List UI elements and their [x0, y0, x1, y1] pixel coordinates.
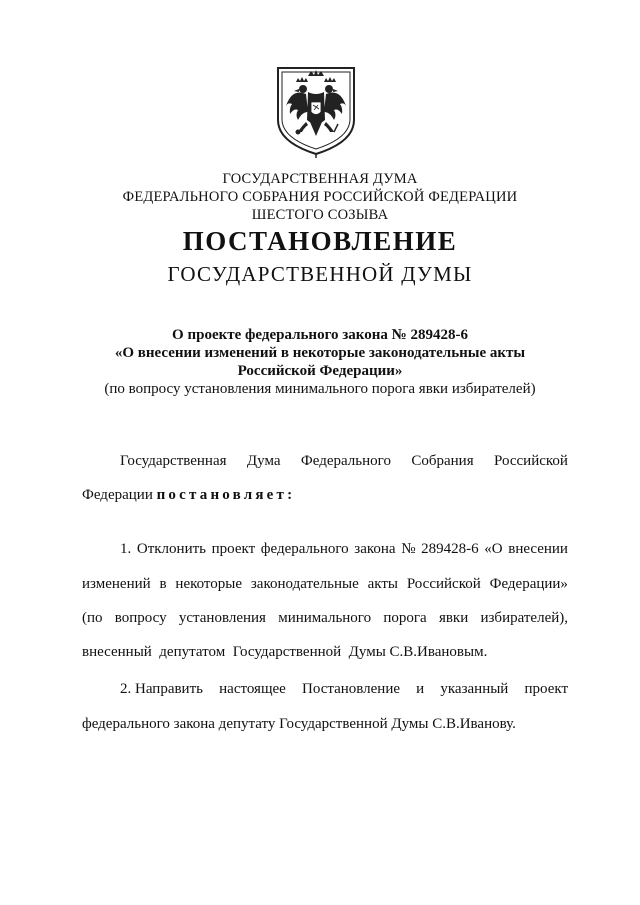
item1-word: минимального [278, 610, 372, 626]
item1-word: в [159, 576, 167, 592]
item1-word: некоторые [175, 576, 243, 592]
item1-word: федерального [260, 541, 349, 557]
item1-word: Федерации» [489, 576, 568, 592]
item1-word: 1. [120, 541, 132, 557]
preamble-word: Государственная [120, 453, 227, 469]
item1-line-3 [82, 609, 568, 627]
item2-word: и [416, 681, 425, 697]
item1-word: «О [484, 541, 503, 557]
subject-line-4: (по вопросу установления минимального порога явки избирателей) [104, 381, 536, 397]
item1-word: Отклонить [136, 541, 206, 557]
item1-line-1 [82, 540, 568, 558]
item2-word: Постановление [301, 681, 401, 697]
item1-word: проект [211, 541, 256, 557]
preamble-word: Собрания [411, 453, 474, 469]
item1-word: изменений [82, 576, 151, 592]
preamble-line-2-start: Федерации [82, 487, 153, 503]
item1-line-4 [82, 643, 568, 661]
header-line-3: ШЕСТОГО СОЗЫВА [251, 207, 389, 223]
item2-line-2 [82, 715, 568, 733]
item2-word: 2. Направить [120, 681, 203, 697]
preamble-word: Дума [246, 453, 281, 469]
subject-line-3: Российской Федерации» [237, 363, 403, 379]
item1-word: явки [438, 610, 469, 626]
item1-word: вопросу [114, 610, 167, 626]
item1-word: Российской [406, 576, 481, 592]
item1-word: внесении [508, 541, 568, 557]
coat-of-arms-icon [270, 62, 362, 158]
item1-word: (по [82, 610, 103, 626]
subject-line-1: О проекте федерального закона № 289428-6 [172, 327, 468, 343]
item1-line-4-text: внесенный депутатом Государственной Думы С.В.Ивановым. [82, 644, 488, 660]
document-title: ПОСТАНОВЛЕНИЕ [182, 226, 458, 256]
item2-word: настоящее [219, 681, 286, 697]
item1-word: акты [367, 576, 398, 592]
document-subtitle: ГОСУДАРСТВЕННОЙ ДУМЫ [167, 262, 473, 286]
item1-word: избирателей), [480, 610, 568, 626]
preamble-word: Федерального [300, 453, 391, 469]
decree-word: постановляет: [156, 487, 296, 503]
item1-word: порога [383, 610, 427, 626]
item1-word: 289428-6 [421, 541, 479, 557]
item2-word: указанный [440, 681, 509, 697]
item1-word: закона [354, 541, 396, 557]
item1-word: № [401, 541, 416, 557]
subject-line-2: «О внесении изменений в некоторые законодательные акты [114, 345, 526, 361]
preamble-line-2 [82, 486, 568, 504]
document-subject [0, 326, 640, 398]
item2-line-1 [82, 680, 568, 698]
item1-word: установления [178, 610, 266, 626]
header-line-2: ФЕДЕРАЛЬНОГО СОБРАНИЯ РОССИЙСКОЙ ФЕДЕРАЦИИ [122, 189, 518, 205]
item2-line-2-text: федерального закона депутату Государственной Думы С.В.Иванову. [82, 716, 516, 732]
item1-word: законодательные [250, 576, 359, 592]
header-line-1: ГОСУДАРСТВЕННАЯ ДУМА [222, 171, 418, 187]
preamble-line-1 [82, 452, 568, 470]
item1-line-2 [82, 575, 568, 593]
preamble-word: Российской [494, 453, 568, 469]
issuer-header [0, 170, 640, 224]
item2-word: проект [524, 681, 568, 697]
